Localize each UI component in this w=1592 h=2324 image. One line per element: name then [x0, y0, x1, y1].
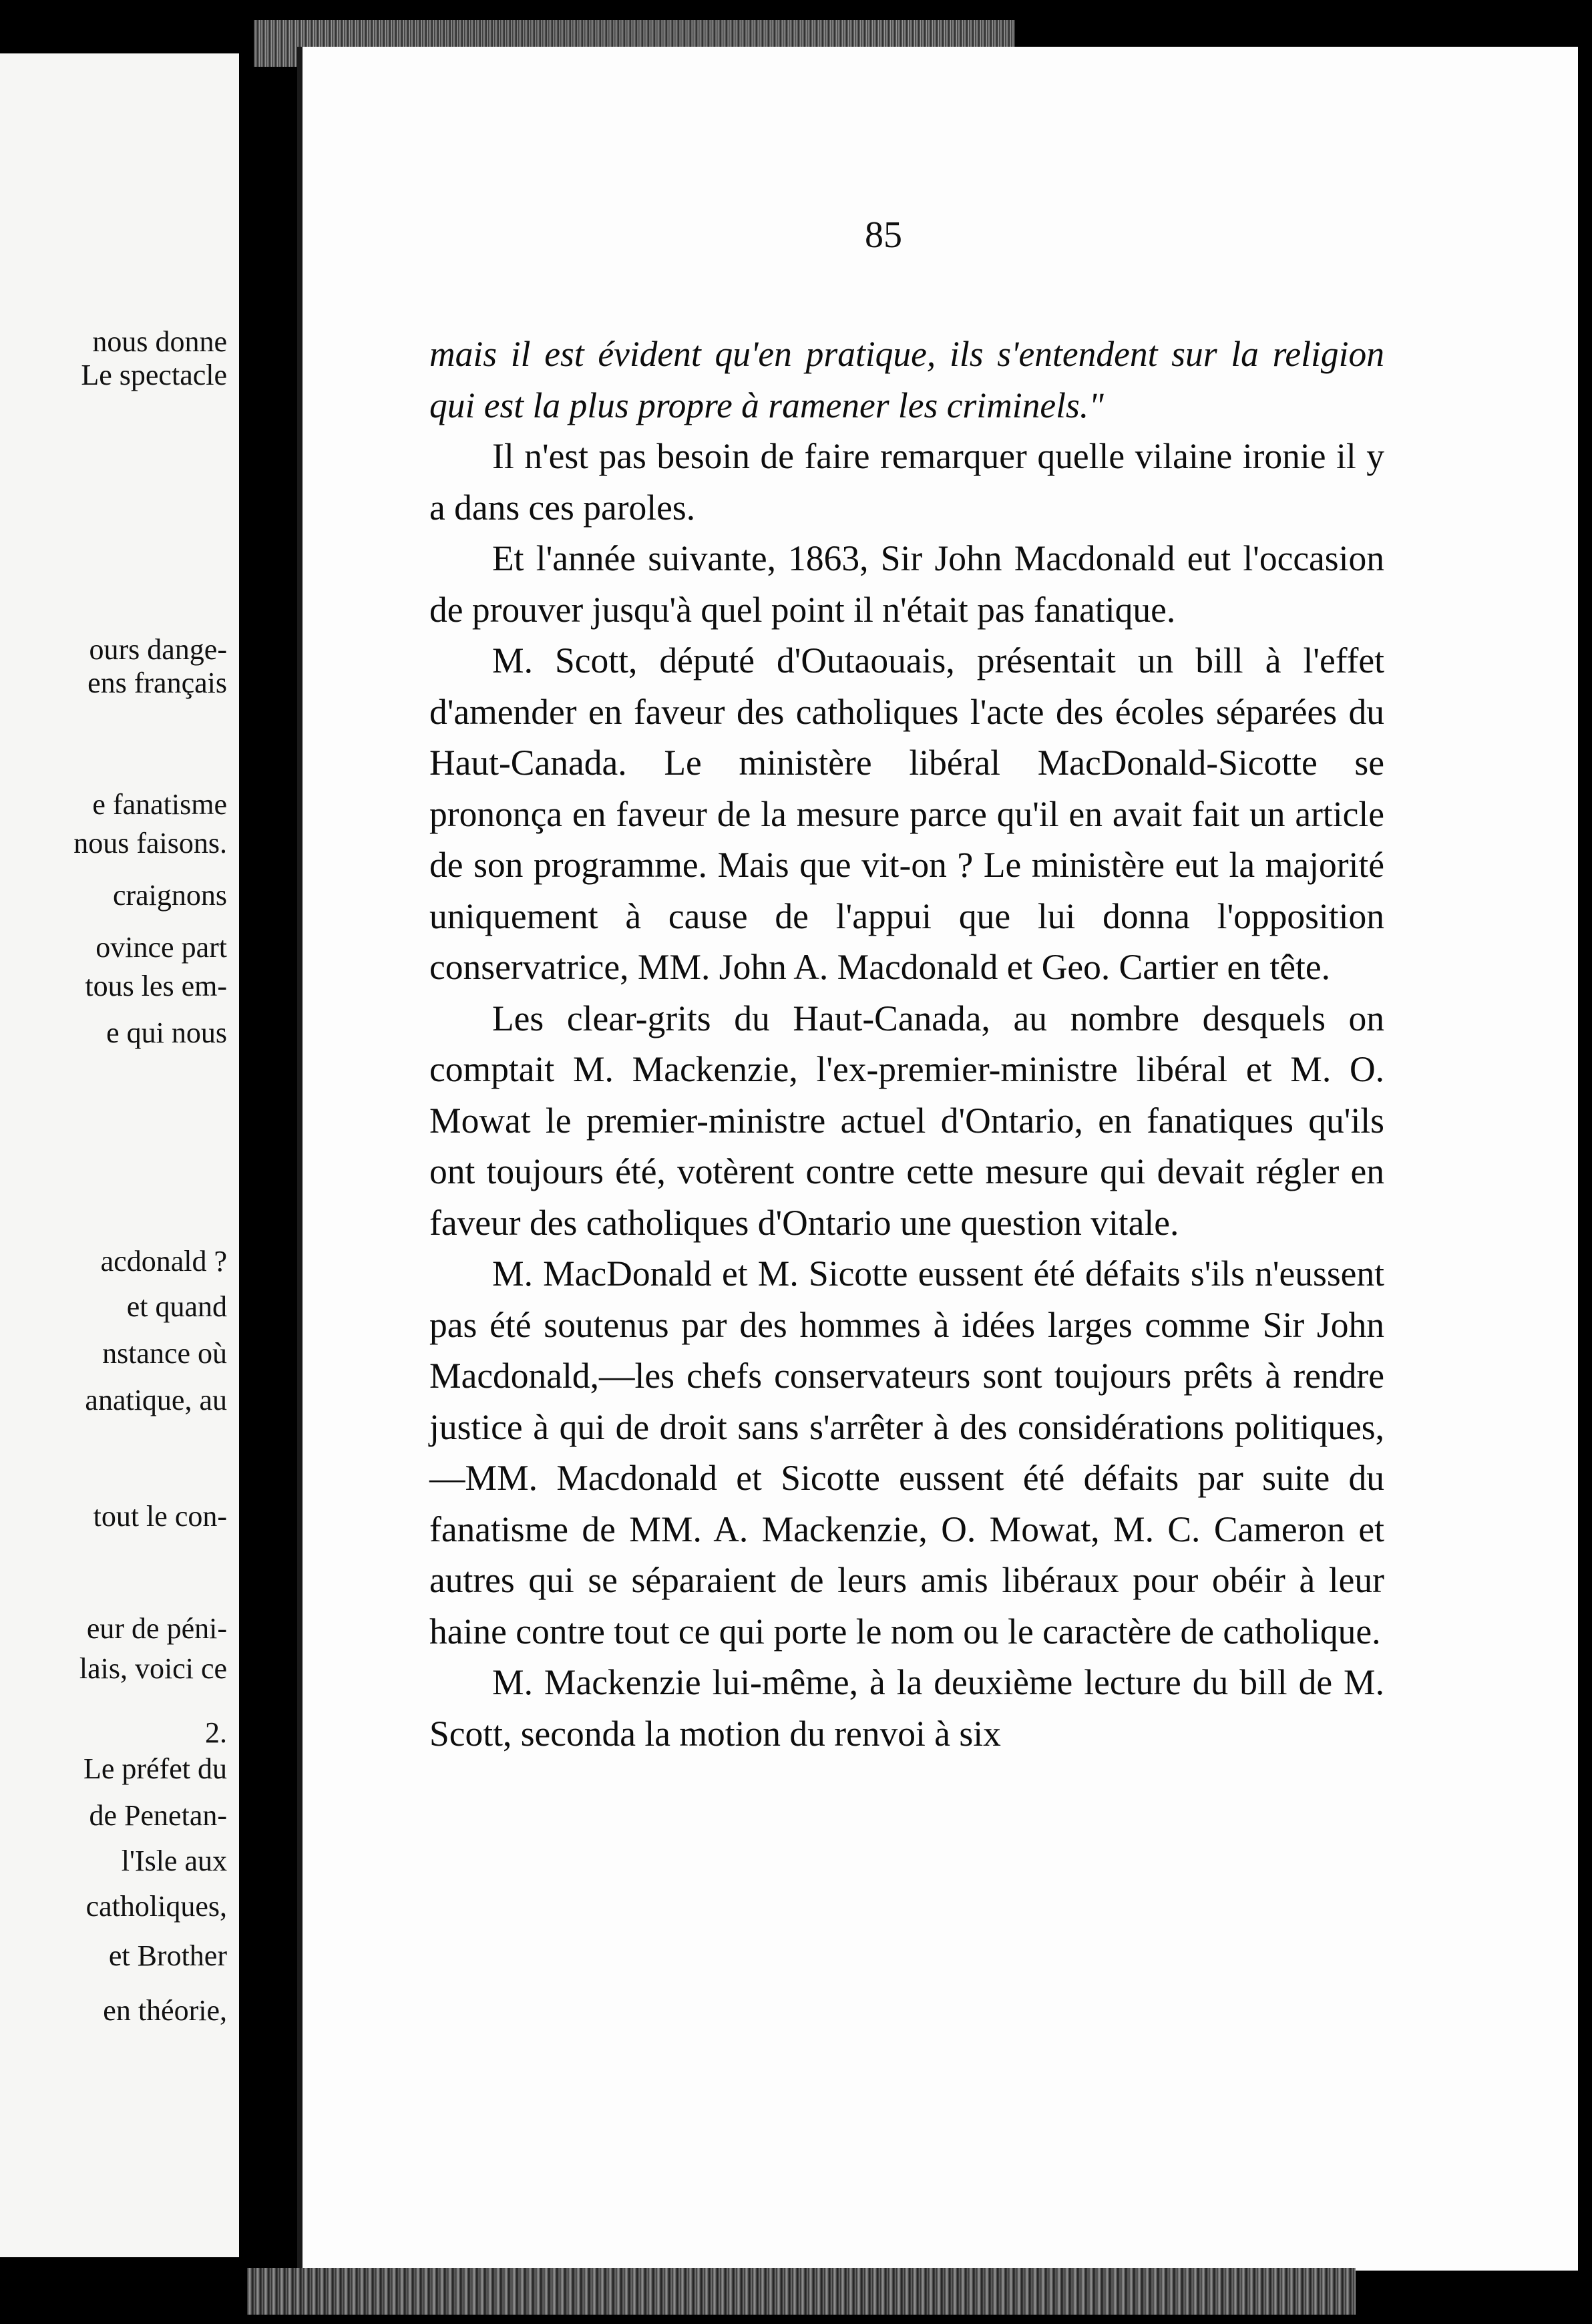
previous-page-fragment: et quand [126, 1290, 227, 1323]
previous-page-fragment: catholiques, [85, 1890, 227, 1923]
previous-page-fragment: eur de péni- [86, 1612, 227, 1645]
previous-page-fragment: craignons [112, 879, 227, 912]
page-number: 85 [865, 214, 902, 256]
paragraph: Et l'année suivante, 1863, Sir John Macdonald eut l'occasion de prouver jusqu'à quel point il n'était pas fanatique. [429, 538, 1384, 630]
previous-page-fragment: tous les em- [85, 970, 227, 1002]
paragraph: Il n'est pas besoin de faire remarquer quelle vilaine ironie il y a dans ces paroles. [429, 436, 1384, 528]
previous-page-fragment: ens français [87, 666, 227, 699]
page-body-text [429, 329, 1384, 1759]
previous-page-fragment: Le spectacle [81, 359, 227, 391]
paragraph: mais il est évident qu'en pratique, ils s'entendent sur la religion qui est la plus propre à ramener les criminels." [429, 334, 1384, 425]
previous-page-fragment: l'Isle aux [121, 1845, 227, 1877]
paragraph: Les clear-grits du Haut-Canada, au nombre desquels on comptait M. Mackenzie, l'ex-premier-ministre libéral et M. O. Mowat le premier-ministre actuel d'Ontario, en fanatiques qu'ils ont toujours été, votèrent contre cette mesure qui devait régler en faveur des catholiques d'Ontario une question vitale. [429, 998, 1384, 1243]
paragraph: M. MacDonald et M. Sicotte eussent été défaits s'ils n'eussent pas été soutenus par des hommes à idées larges comme Sir John Macdonald,—les chefs conservateurs sont toujours prêts à rendre justice à qui de droit sans s'arrêter à des considérations politiques,—MM. Macdonald et Sicotte eussent été défaits par suite du fanatisme de MM. A. Mackenzie, O. Mowat, M. C. Cameron et autres qui se séparaient de leurs amis libéraux pour obéir à leur haine contre tout ce qui porte le nom ou le caractère de catholique. [429, 1253, 1384, 1652]
scan-bottom-edge [247, 2268, 1356, 2315]
previous-page-edge [0, 53, 239, 2257]
paragraph: M. Mackenzie lui-même, à la deuxième lecture du bill de M. Scott, seconda la motion du renvoi à six [429, 1662, 1384, 1754]
book-page [297, 47, 1578, 2271]
paragraph: M. Scott, député d'Outaouais, présentait un bill à l'effet d'amender en faveur des catholiques l'acte des écoles séparées du Haut-Canada. Le ministère libéral MacDonald-Sicotte se prononça en faveur de la mesure parce qu'il en avait fait un article de son programme. Mais que vit-on ? Le ministère eut la majorité uniquement à cause de l'appui que lui donna l'opposition conservatrice, MM. John A. Macdonald et Geo. Cartier en tête. [429, 640, 1384, 987]
previous-page-fragment: lais, voici ce [79, 1652, 227, 1685]
previous-page-fragment: nstance où [102, 1337, 227, 1370]
previous-page-fragment: de Penetan- [89, 1799, 227, 1832]
previous-page-fragment: nous faisons. [73, 827, 227, 859]
previous-page-fragment: acdonald ? [100, 1245, 227, 1278]
previous-page-fragment: nous donne [92, 325, 227, 358]
previous-page-fragment: ovince part [95, 931, 227, 964]
previous-page-fragment: 2. [205, 1716, 227, 1749]
previous-page-fragment: tout le con- [93, 1500, 227, 1533]
previous-page-fragment: et Brother [108, 1939, 227, 1972]
previous-page-fragment: ours dange- [89, 633, 227, 666]
previous-page-fragment: Le préfet du [83, 1752, 227, 1785]
previous-page-fragment: en théorie, [103, 1994, 227, 2027]
previous-page-fragment: e fanatisme [92, 788, 227, 821]
previous-page-fragment: anatique, au [85, 1384, 227, 1416]
previous-page-fragment: e qui nous [106, 1016, 227, 1049]
